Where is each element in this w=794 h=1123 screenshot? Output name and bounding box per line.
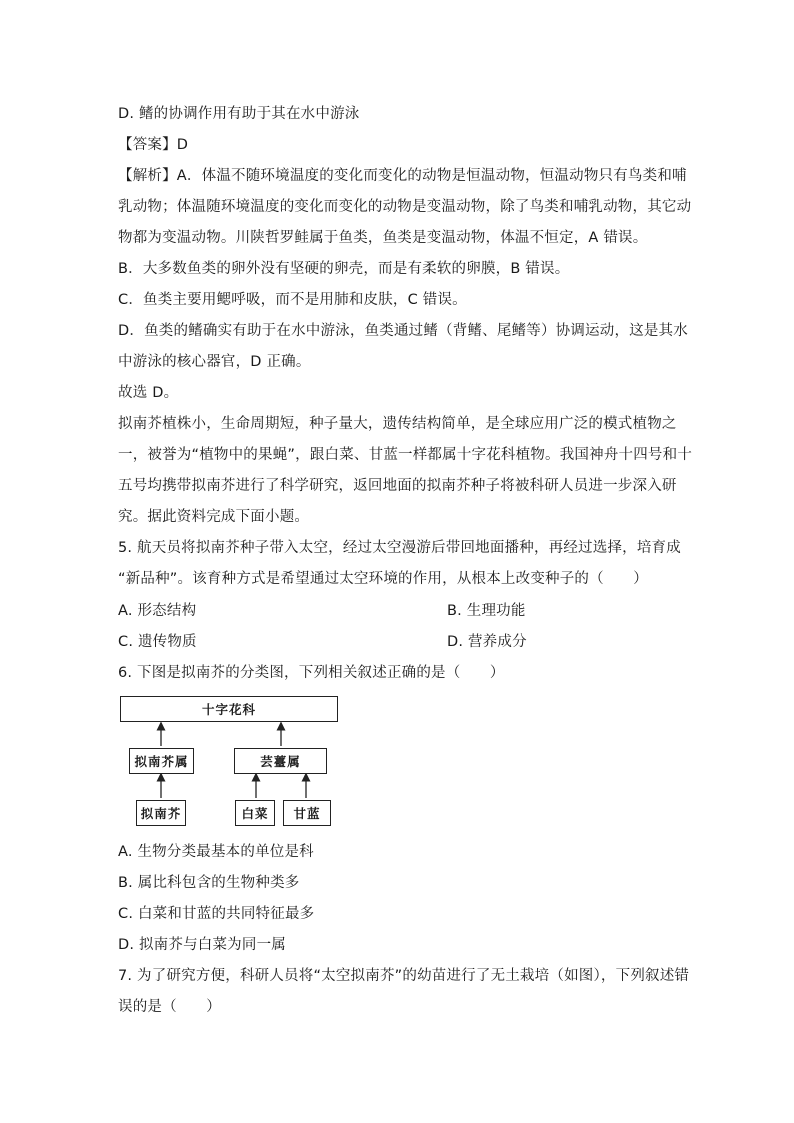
q6-option-a: A. 生物分类最基本的单位是科: [118, 844, 314, 860]
question-5-stem: “新品种”。该育种方式是希望通过太空环境的作用，从根本上改变种子的（ ）: [118, 571, 648, 587]
box-species-arabidopsis: 拟南芥: [136, 800, 186, 826]
classification-diagram: [118, 694, 348, 829]
box-genus-arabidopsis: 拟南芥属: [129, 748, 194, 774]
q5-option-d: D. 营养成分: [447, 634, 527, 650]
passage-line: 一，被誉为“植物中的果蝇”，跟白菜、甘蓝一样都属十字花科植物。我国神舟十四号和十: [118, 447, 693, 463]
q5-option-b: B. 生理功能: [447, 603, 526, 619]
q6-option-b: B. 属比科包含的生物种类多: [118, 875, 300, 891]
question-7-stem: 误的是（ ）: [118, 999, 221, 1015]
box-species-chinese-cabbage: 白菜: [235, 800, 275, 826]
analysis-line: 中游泳的核心器官，D 正确。: [118, 354, 311, 370]
q5-option-a: A. 形态结构: [118, 603, 197, 619]
analysis-line: C．鱼类主要用鳃呼吸，而不是用肺和皮肤，C 错误。: [118, 292, 467, 308]
passage-line: 五号均携带拟南芥进行了科学研究，返回地面的拟南芥种子将被科研人员进一步深入研: [118, 478, 677, 494]
conclusion-line: 故选 D。: [118, 385, 179, 401]
box-species-cabbage: 甘蓝: [283, 800, 331, 826]
q6-option-c: C. 白菜和甘蓝的共同特征最多: [118, 906, 315, 922]
analysis-line: B．大多数鱼类的卵外没有坚硬的卵壳，而是有柔软的卵膜，B 错误。: [118, 261, 570, 277]
question-5-stem: 5. 航天员将拟南芥种子带入太空，经过太空漫游后带回地面播种，再经过选择，培育成: [118, 540, 681, 556]
q6-option-d: D. 拟南芥与白菜为同一属: [118, 937, 286, 953]
answer-label: 【答案】D: [118, 137, 189, 153]
analysis-line: 【解析】A．体温不随环境温度的变化而变化的动物是恒温动物，恒温动物只有鸟类和哺: [118, 168, 687, 184]
passage-line: 拟南芥植株小，生命周期短，种子量大，遗传结构简单，是全球应用广泛的模式植物之: [118, 416, 677, 432]
box-family: 十字花科: [120, 696, 338, 722]
analysis-line: 乳动物；体温随环境温度的变化而变化的动物是变温动物，除了鸟类和哺乳动物，其它动: [118, 199, 692, 215]
analysis-line: 物都为变温动物。川陕哲罗鲑属于鱼类，鱼类是变温动物，体温不恒定，A 错误。: [118, 230, 648, 246]
question-7-stem: 7. 为了研究方便，科研人员将“太空拟南芥”的幼苗进行了无土栽培（如图），下列叙述错: [118, 968, 690, 984]
analysis-line: D．鱼类的鳍确实有助于在水中游泳，鱼类通过鳍（背鳍、尾鳍等）协调运动，这是其水: [118, 323, 688, 339]
q5-option-c: C. 遗传物质: [118, 634, 197, 650]
question-6-stem: 6. 下图是拟南芥的分类图，下列相关叙述正确的是（ ）: [118, 665, 505, 681]
text-line: D. 鳍的协调作用有助于其在水中游泳: [118, 106, 360, 122]
passage-line: 究。据此资料完成下面小题。: [118, 509, 310, 525]
box-genus-brassica: 芸薹属: [234, 748, 327, 774]
